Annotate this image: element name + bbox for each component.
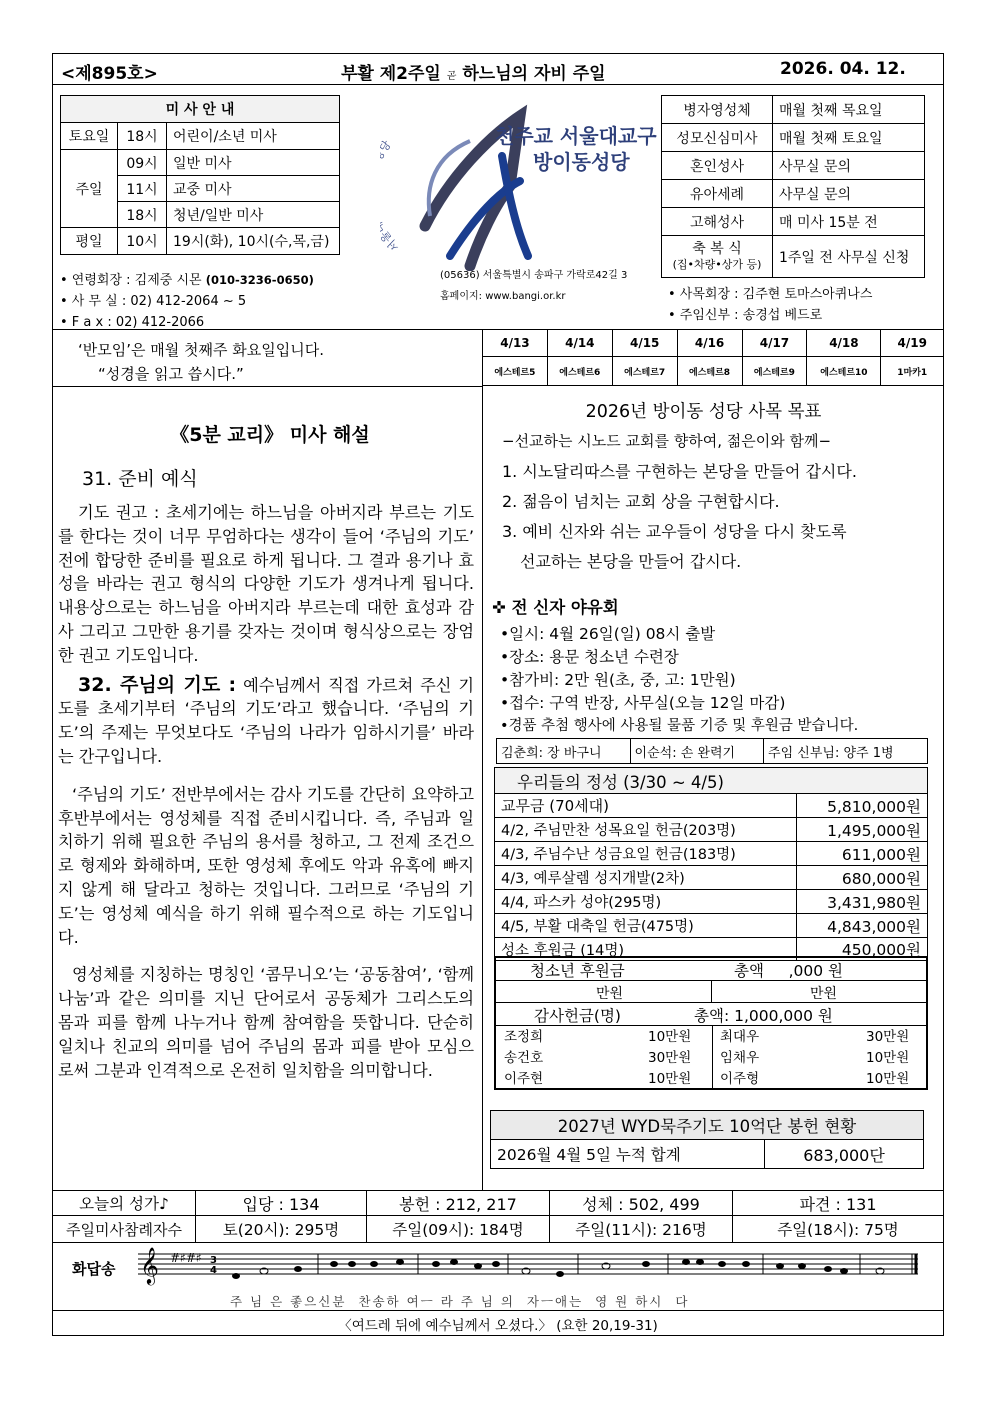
- psalm-score: [138, 1240, 922, 1292]
- header-bar: [52, 53, 944, 85]
- thanks-row: 송건호 30만원 임채우 10만원: [504, 1050, 910, 1066]
- hymns-row: 오늘의 성가♪ 입당 : 134 봉헌 : 212, 217 성체 : 502, 499 파견 : 131 주일미사참례자수 토(20시): 295명 주일(09시): 184명 주일(11시): 216명 주일(18시): 75명: [52, 1190, 944, 1243]
- contact-fax: • F a x : 02) 412-2066: [60, 315, 205, 330]
- paragraph-lords-prayer-structure: ‘주님의 기도’ 전반부에서는 감사 기도를 간단히 요약하고 후반부에서는 영성체를 직접 준비시킵니다. 즉, 주님과 일치하기 위해 필요한 주님의 용서를 청하고, 그 전제 조건으로 형제와 화해하며, 또한 영성체 후에도 악과 유혹에 빠지지 않게 해 달라고 청하는 것입니다. 그러므로 ‘주님의 기도’는 영성체 예식을 하기 위해 필수적으로 하는 기도입니다.: [58, 784, 474, 947]
- pastoral-goals-subtitle: −선교하는 시노드 교회를 향하여, 젊은이와 함께−: [502, 432, 832, 450]
- thanks-row: 조정희 10만원 최대우 30만원: [504, 1029, 910, 1045]
- pastoral-council-president: • 사목회장 : 김주현 토마스아퀴나스: [668, 287, 873, 302]
- logo-arc-text: 서: [385, 236, 403, 254]
- sunday-title: 부활 제2주일 곧 하느님의 자비 주일: [341, 64, 606, 84]
- time-signature-icon: 3: [210, 1255, 217, 1266]
- svg-text:서울대교구 방이동 성당: [380, 137, 402, 254]
- issue-number: <제895호>: [61, 64, 158, 84]
- youth-donation-row: 청소년 후원금 총액 ,000 원: [496, 958, 926, 981]
- section-31-heading: 31. 준비 예식: [82, 468, 198, 490]
- paragraph-prayer-exhortation: 기도 권고 : 초세기에는 하느님을 아버지라 부르는 기도를 한다는 것이 너무 무엄하다는 생각이 들어 ‘주님의 기도’ 전에 합당한 준비를 필요로 하게 됩니다. 그 결과 용기나 효성을 바라는 권고 형식의 다양한 기도가 생겨나게 됩니다. 내용상으로는 하느님을 아버지라 부르는데 대한 효성과 감사 그리고 그만한 용기를 갖자는 것이며 형식상으로는 장엄한 권고 기도입니다.: [58, 503, 474, 665]
- paragraph-lords-prayer: 32. 주님의 기도 : 예수님께서 직접 가르쳐 주신 기도를 초세기부터 ‘주님의 기도’라고 했습니다. ‘주님의 기도’의 주제는 무엇보다도 ‘주님의 나라가 임하시기를’ 바라는 간구입니다.: [58, 673, 474, 766]
- wyd-rosary-table: 2027년 WYD묵주기도 10억단 봉헌 현황 2026월 4월 5일 누적 합계 683,000단: [490, 1110, 924, 1169]
- key-signature-icon: #♯#♯: [170, 1251, 202, 1265]
- treble-clef-icon: 𝄞: [140, 1246, 159, 1284]
- logo-name-line2: 방이동성당: [533, 150, 630, 174]
- thanks-offering-row: 감사헌금(명) 총액: 1,000,000 원: [496, 1003, 926, 1026]
- thanks-donors: [504, 1027, 918, 1090]
- bulletin-date: 2026. 04. 12.: [780, 59, 906, 79]
- catechism-article: [58, 420, 474, 1082]
- mass-guide-title: 미 사 안 내: [61, 96, 340, 123]
- youth-cells: 만원 만원: [496, 981, 926, 1003]
- parish-logo: [380, 96, 657, 271]
- divider-under-schedule: [52, 386, 482, 387]
- psalm-label: 화답송: [72, 1260, 116, 1278]
- picnic-donors: 김춘희: 장 바구니 이순석: 손 완력기 주임 신부님: 양주 1병: [496, 738, 928, 764]
- contact-list: [60, 270, 314, 333]
- reading-schedule: 4/13 4/14 4/15 4/16 4/17 4/18 4/19 에스테르5 에스테르6 에스테르7 에스테르8 에스테르9 에스테르10 1마카1: [482, 329, 944, 386]
- contact-funeral: • 연령회장 : 김제중 시몬 (010-3236-0650): [60, 273, 314, 288]
- offerings-table: 우리들의 정성 (3/30 ~ 4/5) 교무금 (70세대) 5,810,000원 4/2, 주님만찬 성목요일 헌금(203명) 1,495,000원 4/3, 주님수난 성금요일 헌금(183명) 611,000원 4/3, 예루살렘 성지개발(2차) 680,000원 4/4, 파스카 성야(295명) 3,431,980원 4/5, 부활 대축일 헌금(475명) 4,843,000원 성소 후원금 (14명) 450,000원: [494, 767, 928, 961]
- pastoral-goals-title: 2026년 방이동 성당 사목 목표: [585, 402, 822, 422]
- sacraments-table: 병자영성체 매월 첫째 목요일 성모신심미사 매월 첫째 토요일 혼인성사 사무실 문의 유아세례 사무실 문의 고해성사 매 미사 15분 전 축 복 식 (집•차량•상가 등) 1주일 전 사무실 신청: [661, 95, 925, 278]
- thanks-row: 이주현 10만원 이주형 10만원: [504, 1071, 910, 1087]
- logo-name-line1: 천주교 서울대교구: [495, 124, 657, 148]
- article-title: 《5분 교리》 미사 해설: [170, 424, 370, 446]
- wyd-title: 2027년 WYD묵주기도 10억단 봉헌 현황: [491, 1111, 924, 1140]
- pastoral-goals: 2026년 방이동 성당 사목 목표 −선교하는 시노드 교회를 향하여, 젊은이와 함께− 1. 시노달리따스를 구현하는 본당을 만들어 갑시다. 2. 젊음이 넘치는 교회 상을 구현합시다. 3. 예비 신자와 쉬는 교우들이 성당을 다시 찾도록 선교하는 본당을 만들어 갑시다.: [490, 398, 935, 579]
- parish-address: (05636) 서울특별시 송파구 가락로42길 3: [440, 270, 628, 281]
- svg-text:4: 4: [210, 1265, 217, 1276]
- gospel-reference: 〈여드레 뒤에 예수님께서 오셨다.〉 (요한 20,19-31): [338, 1318, 658, 1334]
- pastor: • 주임신부 : 송경섭 베드로: [668, 308, 823, 323]
- parish-homepage: 홈페이지: www.bangi.or.kr: [440, 291, 566, 302]
- contact-office: • 사 무 실 : 02) 412-2064 ~ 5: [60, 294, 247, 309]
- parish-picnic: ✜ 전 신자 야유회 •일시: 4월 26일(일) 08시 출발 •장소: 용문 청소년 수련장 •참가비: 2만 원(초, 중, 고: 1만원) •접수: 구역 반장, 사무실(오늘 12일 마감) •경품 추첨 행사에 사용될 물품 기증 및 후원금 받습니다.: [492, 594, 937, 737]
- psalm-lyrics: 주 님 은 좋으신분 찬송하 여ㅡ 라 주 님 의 자ㅡ애는 영 원 하시 다: [230, 1294, 690, 1309]
- picnic-title: ✜ 전 신자 야유회: [492, 598, 619, 617]
- paragraph-communion: 영성체를 지칭하는 명칭인 ‘콤무니오’는 ‘공동참여’, ‘함께 나눔’과 같은 의미를 지닌 단어로서 공동체가 그리스도의 몸과 피를 함께 나누거나 함께 참여함을 뜻합니다. 단순히 일치나 친교의 의미를 넘어 주님의 몸과 피를 받아 모심으로써 그분과 인격적으로 온전히 일치함을 의미합니다.: [58, 965, 474, 1080]
- mass-guide-table: 미 사 안 내 토요일 18시 어린이/소년 미사 주일 09시 일반 미사 11시 교중 미사 18시 청년/일반 미사 평일 10시 19시(화), 10시(수,목,금): [60, 95, 340, 255]
- staff-list: [668, 284, 872, 326]
- bible-notice: ‘반모임’은 매월 첫째주 화요일입니다. “성경을 읽고 씁시다.”: [78, 341, 324, 383]
- offerings-title: 우리들의 정성 (3/30 ~ 4/5): [495, 768, 928, 794]
- column-divider: [482, 329, 483, 1190]
- divider-psalm: [52, 1310, 944, 1311]
